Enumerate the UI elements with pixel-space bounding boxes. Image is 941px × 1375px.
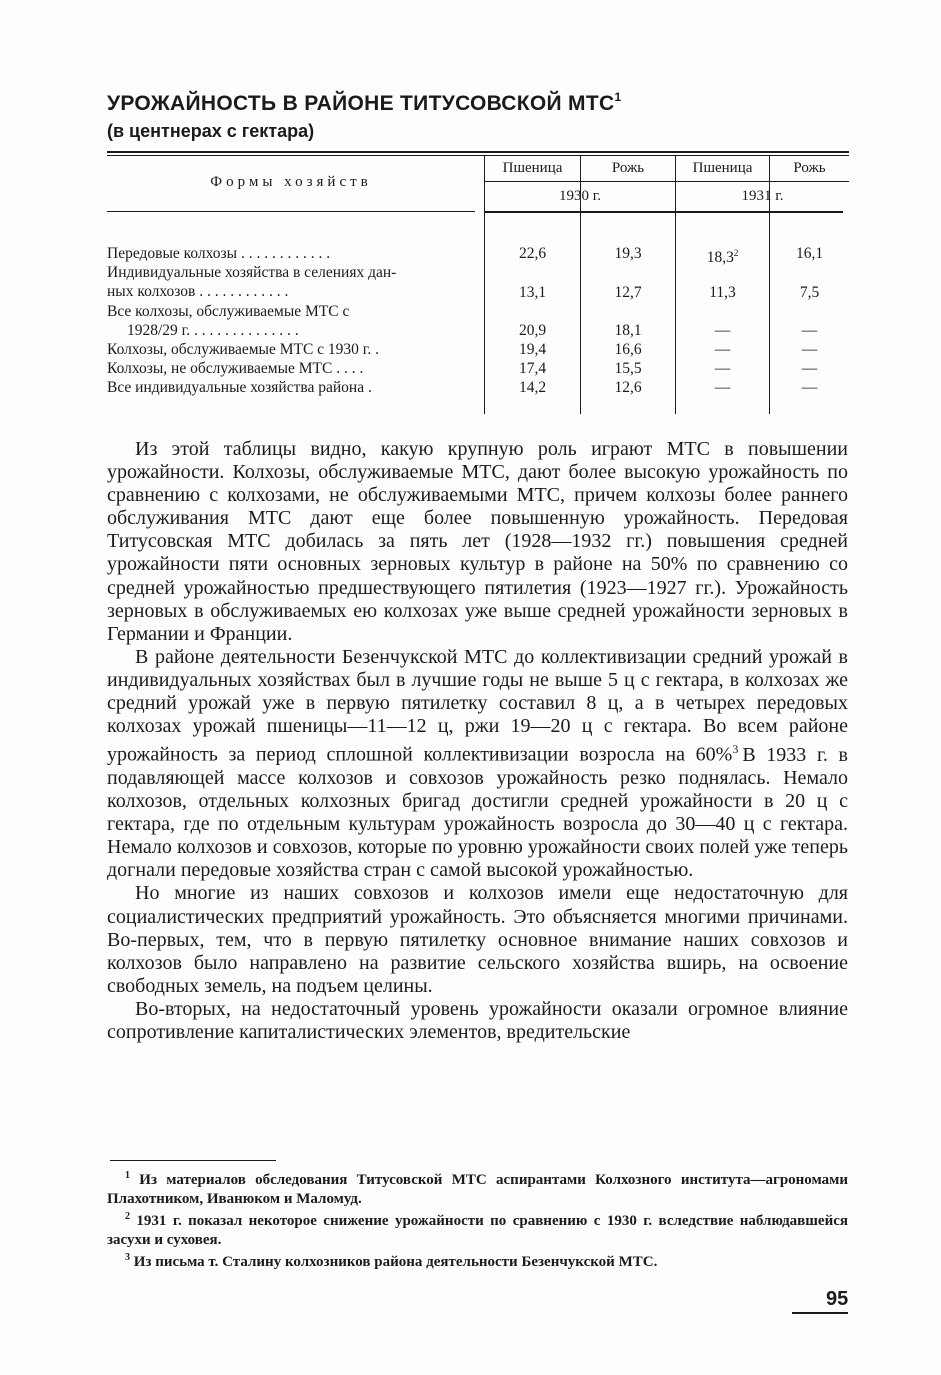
- page-number: 95: [826, 1288, 849, 1310]
- page-number-rule: [792, 1312, 848, 1314]
- cell-wheat-1931: —: [714, 360, 731, 377]
- cell-rye-1931: 16,1: [795, 245, 824, 262]
- footnote-text: Из письма т. Сталину колхозников района деятельности Безенчукской МТС.: [133, 1254, 658, 1270]
- cell-rye-1931: —: [801, 379, 818, 396]
- footnote-mark: 3: [125, 1252, 130, 1263]
- header-rule-left: [107, 211, 475, 212]
- row-label: Передовые колхозы . . . . . . . . . . . .: [107, 245, 331, 262]
- cell-rye-1930: 18,1: [614, 322, 642, 339]
- cell-rye-1931: 7,5: [799, 284, 820, 301]
- footnote: [107, 1208, 848, 1249]
- cell-footnote-mark: 2: [733, 248, 739, 258]
- row-label-line2: 1928/29 г. . . . . . . . . . . . . . .: [127, 322, 299, 339]
- cell-rye-1931: —: [801, 341, 818, 358]
- cell-rye-1930: 12,6: [614, 379, 642, 396]
- row-label-line2: ных колхозов . . . . . . . . . . . .: [107, 283, 289, 300]
- footnote: [107, 1167, 848, 1208]
- row-label-line1: Все колхозы, обслуживаемые МТС с: [107, 303, 350, 320]
- cell-value: 18,3: [706, 249, 734, 267]
- cell-wheat-1930: 19,4: [518, 341, 547, 358]
- paragraph: Из этой таблицы видно, какую крупную роль играют МТС в повышении урожайности. Колхозы, обслуживаемые МТС, дают более высокую урожайность по сравнению с колхозами, не обслуживаемыми МТС, причем колхозы более раннего обслуживания МТС дают еще более повышенную урожайность. Передовая Титусовская МТС добилась за пять лет (1928—1932 гг.) повышения средней урожайности пяти основных зерновых культур в районе на 50% по сравнению со средней урожайностью предшествующего пятилетия (1923—1927 гг.). Урожайность зерновых в обслуживаемых ею колхозах уже выше средней урожайности зерновых в Германии и Франции.: [107, 438, 848, 645]
- cell-wheat-1930: 20,9: [518, 322, 547, 339]
- table-title-text: УРОЖАЙНОСТЬ В РАЙОНЕ ТИТУСОВСКОЙ МТС: [107, 92, 615, 115]
- cell-wheat-1931: —: [714, 379, 731, 396]
- footnote-mark: 2: [125, 1211, 130, 1222]
- cell-rye-1930: 15,5: [614, 360, 642, 377]
- cell-rye-1930: 16,6: [614, 341, 642, 358]
- footnote-text: 1931 г. показал некоторое снижение урожайности по сравнению с 1930 г. вследствие наблюдавшейся засухи и суховея.: [107, 1213, 849, 1248]
- header-subrule: [485, 181, 849, 182]
- paragraph: [107, 646, 848, 883]
- cell-wheat-1931: —: [714, 322, 731, 339]
- cell-rye-1930: 19,3: [614, 245, 642, 262]
- header-forms: Формы хозяйств: [210, 174, 372, 190]
- body-text: [107, 438, 848, 1044]
- header-rye-1930: Рожь: [611, 160, 645, 176]
- cell-wheat-1930: 22,6: [518, 245, 547, 262]
- paragraph: Но многие из наших совхозов и колхозов имели еще недостаточную для социалистических предприятий урожайность. Это объясняется многими причинами. Во-первых, тем, что в первую пятилетку основное внимание наших совхозов и колхозов было направлено на развитие сельского хозяйства вширь, на освоение свободных земель, на подъем целины.: [107, 882, 848, 997]
- header-year-1930: 1930 г.: [559, 188, 601, 204]
- cell-wheat-1930: 13,1: [518, 284, 547, 301]
- header-rule-right: [485, 211, 843, 213]
- footnote-rule: [110, 1160, 276, 1161]
- yield-table: [107, 148, 849, 418]
- row-label-line1: Индивидуальные хозяйства в селениях дан-: [107, 264, 397, 281]
- cell-rye-1931: —: [801, 360, 818, 377]
- cell-wheat-1930: 14,2: [518, 379, 547, 396]
- footnote-mark: 1: [125, 1170, 130, 1181]
- cell-wheat-1931: —: [714, 341, 731, 358]
- table-title: [107, 92, 621, 116]
- header-wheat-1930: Пшеница: [502, 160, 563, 176]
- header-wheat-1931: Пшеница: [692, 160, 753, 176]
- paragraph: Во-вторых, на недостаточный уровень урожайности оказали огромное влияние сопротивление капиталистических элементов, вредительские: [107, 997, 848, 1043]
- cell-rye-1930: 12,7: [614, 284, 642, 301]
- table-top-rule-thin: [107, 155, 849, 156]
- header-rye-1931: Рожь: [793, 160, 826, 176]
- table-top-rule: [107, 151, 849, 153]
- cell-wheat-1930: 17,4: [518, 360, 547, 377]
- row-label: Колхозы, не обслуживаемые МТС . . . .: [107, 360, 364, 377]
- paragraph-text-cont: В 1933 г. в подавляющей массе колхозов и совхозов урожайность резко поднялась. Немало колхозов, отдельных колхозных бригад достигли средней урожайности в 20 ц с гектара, где по отдельным культурам урожайность возросла до 30—40 ц с гектара. Немало колхозов и совхозов, которые по уровню урожайности своих полей уже теперь догнали передовые хозяйства стран с самой высокой урожайностью.: [107, 743, 848, 882]
- footnote-text: Из материалов обследования Титусовской МТС аспирантами Колхозного института—агрономами Плахотником, Иванюком и Маломуд.: [107, 1172, 848, 1207]
- table-subtitle: (в центнерах с гектара): [107, 121, 315, 141]
- title-footnote-mark: 1: [614, 90, 622, 104]
- paragraph-text: В районе деятельности Безенчукской МТС до коллективизации средний урожай в индивидуальных хозяйствах был в лучшие годы не выше 5 ц с гектара, в колхозах же средний урожай уже в первую пятилетку составил 8 ц, а в четырех передовых колхозах урожай пшеницы—11—12 ц, ржи 19—20 ц с гектара. Во всем районе урожайность за период сплошной коллективизации возросла на 60%: [107, 645, 848, 766]
- row-label: Все индивидуальные хозяйства района .: [107, 379, 372, 396]
- footnotes: [107, 1167, 848, 1272]
- cell-wheat-1931: [676, 245, 769, 266]
- footnote: [107, 1249, 848, 1272]
- header-year-1931: 1931 г.: [741, 188, 784, 204]
- row-label: Колхозы, обслуживаемые МТС с 1930 г. .: [107, 341, 380, 358]
- cell-rye-1931: —: [801, 322, 818, 339]
- cell-wheat-1931: 11,3: [709, 284, 736, 301]
- footnote-ref: 3: [732, 742, 739, 757]
